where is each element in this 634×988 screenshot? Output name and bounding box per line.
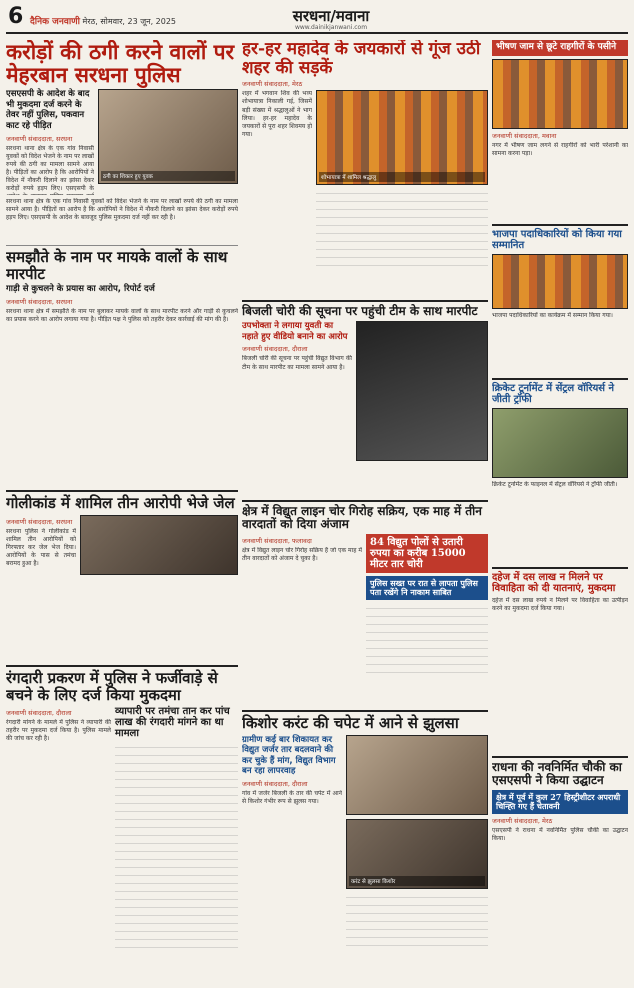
story-rangdari (6, 665, 238, 982)
body-lines (115, 743, 238, 953)
body-lines (316, 189, 488, 269)
headline: हर-हर महादेव के जयकारों से गूंज उठी शहर की सड़कें (242, 40, 481, 78)
byline: जनवाणी संवाददाता, मेरठ (492, 816, 553, 825)
story-bijli-chori (242, 300, 488, 495)
body-text: सरधना थाना क्षेत्र के एक गांव निवासी युवकों को विदेश भेजने के नाम पर लाखों रुपये की ठगी का मामला सामने आया है। पीड़ितों का आरोप है कि आरोपियों ने विदेश में नौकरी दिलाने का झांसा देकर करोड़ों रुपये हड़प लिए। एसएसपी के (6, 144, 94, 193)
page-number: 6 (8, 4, 24, 29)
body-text: गांव में जर्जर बिजली के तार की चपेट में आने से किशोर गंभीर रूप से झुलस गया। (242, 790, 342, 806)
masthead (6, 4, 628, 34)
byline: जनवाणी संवाददाता, सरधना (6, 517, 73, 526)
headline: भीषण जाम से छूटे राहगीरों के पसीने (492, 40, 628, 56)
body-text: सरधना पुलिस ने गोलीकांड में शामिल तीन आरोपियों को गिरफ्तार कर जेल भेज दिया। आरोपियों के पास से तमंचा बरामद हुआ है। (6, 527, 76, 567)
body-text: एसएसपी ने राधना में नवनिर्मित पुलिस चौकी का उद्घाटन किया। (492, 826, 628, 843)
headline: गोलीकांड में शामिल तीन आरोपी भेजे जेल (6, 494, 235, 512)
body-text: शहर में भगवान शिव की भव्य शोभायात्रा निकाली गई, जिसमें बड़ी संख्या में श्रद्धालुओं ने भाग लिया। हर-हर महादेव के जयकारों से पूरा शहर शिवमय हो गया। (242, 90, 312, 138)
story-bjp (492, 224, 628, 374)
story-dahej (492, 567, 628, 752)
headline: बिजली चोरी की सूचना पर पहुंची टीम के साथ मारपीट (242, 304, 478, 318)
body-text: क्रिकेट टूर्नामेंट के फाइनल में सेंट्रल वॉरियर्स ने ट्रॉफी जीती। (492, 481, 618, 488)
sidebar-sub: पुलिस सख्त पर रात से लापता पुलिस पता रखेंगे नि नाकाम साबित (366, 576, 488, 600)
photo-jam (492, 59, 628, 129)
story-thagi (6, 40, 238, 240)
column-left (6, 40, 238, 982)
deck: एसएसपी के आदेश के बाद भी मुकदमा दर्ज करने के तेवर नहीं पुलिस, पकवान काट रहे पीड़ित (6, 89, 90, 132)
website: www.dainikjanwani.com (294, 24, 368, 31)
story-jam (492, 40, 628, 220)
paper-name: दैनिक जनवाणी (30, 17, 80, 27)
photo-cricket (492, 408, 628, 478)
body-text-cont: सरधना थाना क्षेत्र के एक गांव निवासी युवकों को विदेश भेजने के नाम पर लाखों रुपये की ठगी का मामला सामने आया है। पीड़ितों का आरोप है कि आरोपियों ने विदेश में नौकरी दिलाने का झांसा देकर करोड़ों रुपये हड़प लिए। एसएसपी के आदेश के बावजूद पुलिस मुकदमा दर्ज नहीं कर रही है। (6, 197, 238, 221)
story-shobhayatra (242, 40, 488, 295)
body-text: बिजली चोरी की सूचना पर पहुंची विद्युत विभाग की टीम के साथ मारपीट का मामला सामने आया है। (242, 355, 352, 371)
byline: जनवाणी संवाददाता, दौराला (242, 780, 308, 788)
story-samjhauta (6, 245, 238, 485)
body-text: सरधना थाना क्षेत्र में समझौते के नाम पर बुलाकर मायके वालों के साथ मारपीट करने और गाड़ी से कुचलने का प्रयास करने का आरोप लगाया गया है। पीड़ित पक्ष ने पुलिस को तहरीर देकर कार्रवाई की मांग की है। (6, 307, 238, 323)
byline: जनवाणी संवाददाता, मवाना (492, 131, 557, 140)
body-text: दहेज में दस लाख रुपये न मिलने पर विवाहिता का उत्पीड़न करने का मुकदमा दर्ज किया गया। (492, 597, 628, 613)
headline: किशोर करंट की चपेट में आने से झुलसा (242, 714, 459, 732)
headline: क्षेत्र में विद्युत लाइन चोर गिरोह सक्रिय, एक माह में तीन वारदातों को दिया अंजाम (242, 504, 482, 532)
byline: जनवाणी संवाददाता, दौराला (6, 709, 72, 717)
headline: राधना की नवनिर्मित चौकी का एसएसपी ने किया उद्घाटन (492, 760, 622, 788)
body-lines (346, 893, 488, 953)
photo-victim (346, 819, 488, 889)
headline: रंगदारी प्रकरण में पुलिस ने फर्जीवाड़े से बचने के लिए दर्ज किया मुकदमा (6, 669, 218, 704)
photo-procession (316, 90, 488, 185)
story-cricket (492, 378, 628, 563)
deck: उपभोक्ता ने लगाया युवती का नहाते हुए वीडियो बनाने का आरोप (242, 321, 348, 342)
body-text: नगर में भीषण जाम लगने से राहगीरों को भारी परेशानी का सामना करना पड़ा। (492, 141, 628, 157)
sidebar-headline: 84 विद्युत पोलों से उतारी रुपया का करीब 15000 मीटर तार चोरी (366, 534, 488, 573)
deck: व्यापारी पर तमंचा तान कर पांच लाख की रंगदारी मांगने का था मामला (115, 706, 230, 739)
photo-bjp (492, 254, 628, 309)
headline: क्रिकेट टूर्नामेंट में सेंट्रल वॉरियर्स ने जीती ट्रॉफी (492, 383, 615, 405)
byline: जनवाणी संवाददाता, मेरठ (242, 80, 303, 89)
photo-caption: शोभायात्रा में शामिल श्रद्धालु (319, 172, 485, 182)
story-chauki (492, 756, 628, 982)
photo-arrested (80, 515, 238, 575)
headline: भाजपा पदाधिकारियों को किया गया सम्मानित (492, 229, 622, 251)
photo-caption: करंट से झुलसा किशोर (349, 876, 485, 886)
byline: जनवाणी संवाददाता, सरधना (6, 134, 73, 143)
story-line-chor (242, 500, 488, 705)
story-karant (242, 710, 488, 982)
date: मेरठ, सोमवार, 23 जून, 2025 (82, 17, 177, 26)
photo-wires (346, 735, 488, 815)
section-title: सरधना/मवाना (292, 7, 370, 25)
byline: जनवाणी संवाददाता, सरधना (6, 297, 73, 306)
column-right (492, 40, 628, 982)
photo-caption: ठगी का शिकार हुए युवक (101, 171, 235, 181)
deck: गाड़ी से कुचलने के प्रयास का आरोप, रिपोर्ट दर्ज (6, 284, 155, 294)
headline: करोड़ों की ठगी करने वालों पर मेहरबान सरधना पुलिस (6, 40, 235, 88)
deck: ग्रामीण कई बार शिकायत कर विद्युत जर्जर तार बदलवाने की कर चुके हैं मांग, विद्युत विभाग बन रहा लापरवाह (242, 734, 336, 777)
body-text: रंगदारी मांगने के मामले में पुलिस ने व्यापारी की तहरीर पर मुकदमा दर्ज किया है। पुलिस मामले की जांच कर रही है। (6, 719, 111, 743)
photo-illustration (356, 321, 488, 461)
headline: समझौते के नाम पर मायके वालों के साथ मारपीट (6, 248, 228, 283)
story-golikand (6, 490, 238, 660)
body-text: क्षेत्र में विद्युत लाइन चोर गिरोह सक्रिय है जो एक माह में तीन वारदातों को अंजाम दे चुका है। (242, 547, 362, 563)
headline: दहेज में दस लाख न मिलने पर विवाहिता को दी यातनाएं, मुकदमा (492, 572, 616, 594)
byline: जनवाणी संवाददाता, फलावदा (242, 537, 312, 546)
body-lines (366, 604, 488, 674)
body-text: भाजपा पदाधिकारियों का कार्यक्रम में सम्मान किया गया। (492, 312, 613, 319)
column-middle (242, 40, 488, 982)
dateline (30, 14, 176, 27)
byline: जनवाणी संवाददाता, दौराला (242, 345, 308, 354)
photo-accused (98, 89, 238, 184)
deck: क्षेत्र में पूर्व में कुल 27 हिस्ट्रीशीटर अपराधी चिन्ह्ति गए हैं चेतावनी (492, 790, 628, 814)
